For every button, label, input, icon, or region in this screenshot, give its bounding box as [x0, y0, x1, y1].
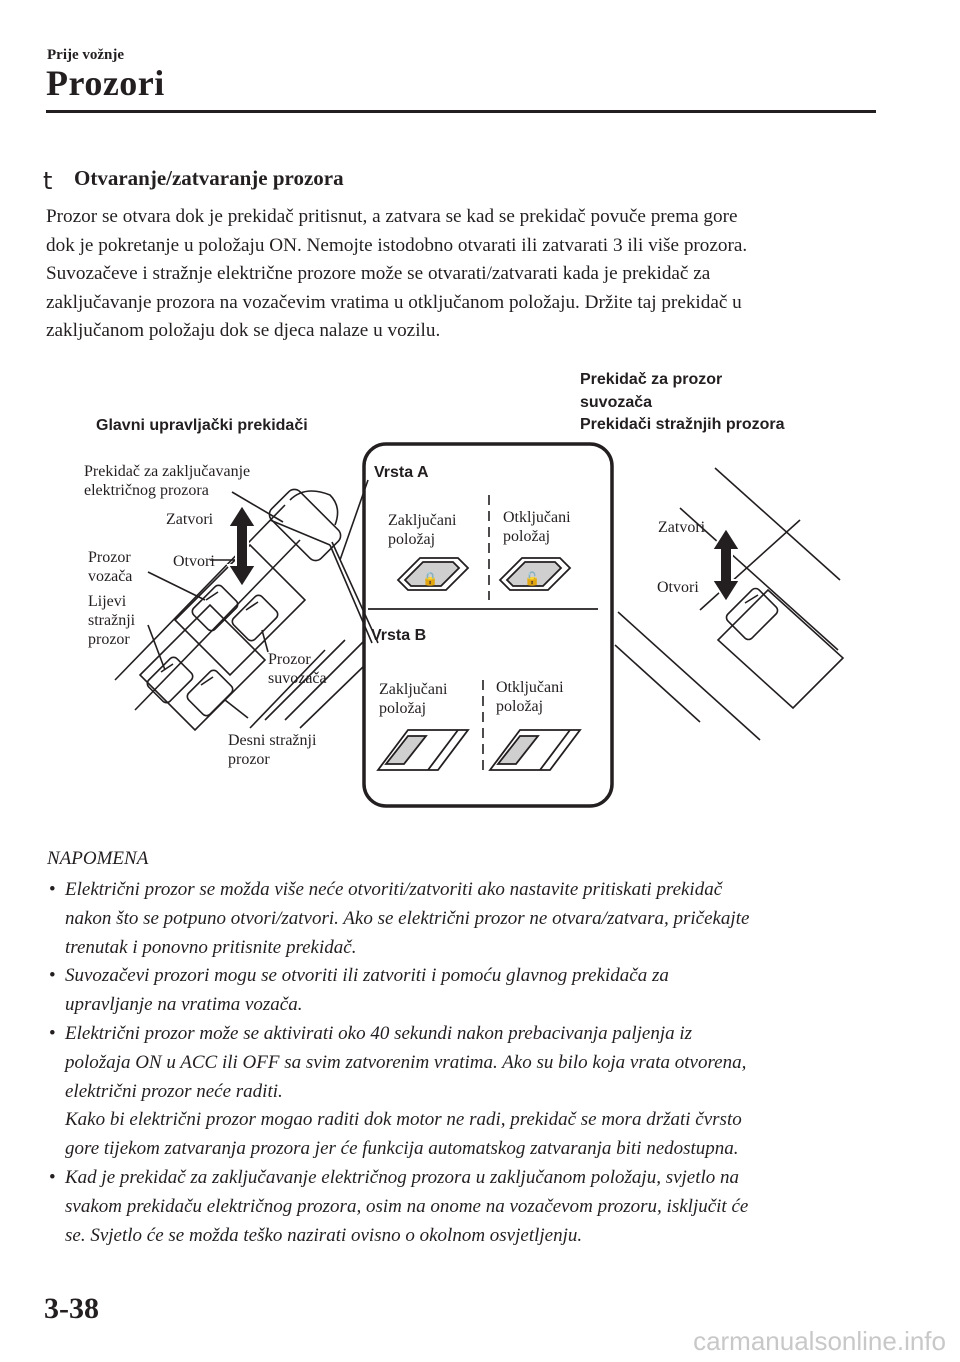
passenger-switch-title-line2: suvozača: [580, 394, 653, 411]
page-title: Prozori: [46, 63, 165, 103]
type-a-locked-switch: [398, 558, 468, 590]
note-item: • Električni prozor se možda više neće otvoriti/zatvoriti ako nastavite pritiskati prekidač nakon što se potpuno otvori/zatvori. Ako se električni prozor ne otvara/zatvara, pričekajte trenutak i ponovno pritisnite prekidač.: [46, 876, 896, 962]
type-b-unlocked-switch: [490, 730, 580, 770]
bullet-icon: •: [49, 1166, 56, 1188]
type-a-unlocked-label: Otključani položaj: [503, 509, 571, 545]
passenger-arrow-icon: [712, 528, 740, 602]
passenger-switch-drawing: [615, 468, 843, 740]
rear-switches-title: Prekidači stražnjih prozora: [580, 416, 785, 433]
bullet-icon: •: [49, 965, 56, 987]
open-label: Otvori: [173, 553, 215, 570]
type-a-label: Vrsta A: [374, 464, 429, 481]
body-line: zaključavanje prozora na vozačevim vratima u otključanom položaju. Držite taj prekidač u: [46, 291, 742, 313]
right-rear-window-label: Desni stražnji prozor: [228, 732, 317, 768]
watermark: carmanualsonline.info: [693, 1326, 946, 1356]
note-item: • Kad je prekidač za zaključavanje električnog prozora u zaključanom položaju, svjetlo na svakom prekidaču električnog prozora, osim na onome na vozačevom prozoru, isključit će se. Svjetlo će se možda teško nazirati ovisno o okolnom osvjetljenju.: [46, 1164, 896, 1250]
page-number: 3-38: [44, 1292, 99, 1325]
svg-text:🔒: 🔒: [422, 572, 439, 587]
type-a-locked-label: Zaključani položaj: [388, 512, 457, 548]
passenger-switch-title-line1: Prekidač za prozor: [580, 371, 723, 388]
type-b-unlocked-label: Otključani položaj: [496, 679, 564, 715]
main-switches-title: Glavni upravljački prekidači: [96, 417, 308, 434]
type-b-label: Vrsta B: [371, 627, 427, 644]
section-heading: Otvaranje/zatvaranje prozora: [74, 166, 344, 190]
note-list: [46, 876, 896, 1250]
bullet-icon: •: [49, 1022, 56, 1044]
note-title: NAPOMENA: [47, 848, 149, 869]
body-line: Prozor se otvara dok je prekidač pritisnut, a zatvara se kad se prekidač povuče prema gore: [46, 206, 738, 227]
left-rear-window-label: Lijevi stražnji prozor: [88, 593, 136, 648]
driver-window-label: Prozor vozača: [88, 549, 133, 585]
passenger-close-label: Zatvori: [658, 519, 706, 536]
body-line: Suvozačeve i stražnje električne prozore može se otvarati/zatvarati kada je prekidač za: [46, 263, 711, 284]
body-line: zaključanom položaju dok se djeca nalaze u vozilu.: [46, 320, 441, 341]
lock-switch-label: Prekidač za zaključavanje električnog prozora: [84, 463, 251, 499]
svg-text:🔓: 🔓: [524, 572, 541, 587]
type-b-locked-switch: [378, 730, 468, 770]
note-item: • Električni prozor može se aktivirati oko 40 sekundi nakon prebacivanja paljenja iz položaja ON u ACC ili OFF sa svim zatvorenim vratima. Ako su bilo koja vrata otvorena, električni prozor neće raditi. Kako bi električni prozor mogao raditi dok motor ne radi, prekidač se mora držati čvrsto gore tijekom zatvaranja prozora jer će funkcija automatskog zatvaranja biti nedostupna.: [46, 1020, 896, 1164]
close-label: Zatvori: [166, 511, 214, 528]
body-line: dok je pokretanje u položaju ON. Nemojte istodobno otvarati ili zatvarati 3 ili više prozora.: [46, 234, 748, 256]
note-item: • Suvozačevi prozori mogu se otvoriti ili zatvoriti i pomoću glavnog prekidača za upravljanje na vratima vozača.: [46, 962, 896, 1020]
passenger-window-label: Prozor suvozača: [268, 651, 327, 687]
bullet-icon: •: [49, 879, 56, 900]
type-a-unlocked-switch: [500, 558, 570, 590]
heading-marker-icon: t: [43, 167, 53, 195]
passenger-open-label: Otvori: [657, 579, 699, 596]
section-label: Prije vožnje: [47, 47, 125, 63]
type-b-locked-label: Zaključani položaj: [379, 681, 448, 717]
